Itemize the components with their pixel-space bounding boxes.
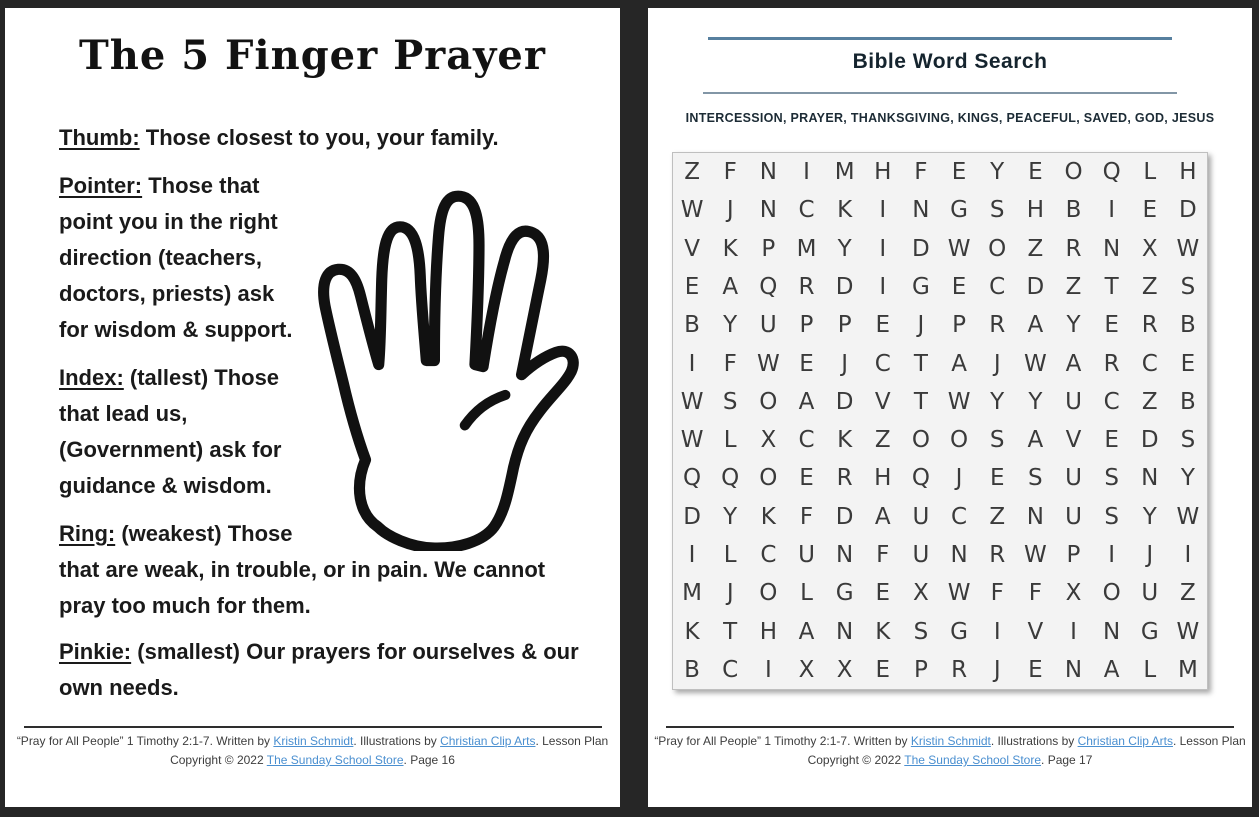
grid-cell-r4c10: D xyxy=(1026,273,1045,300)
finger-text-line: pray too much for them. xyxy=(59,593,311,618)
grid-cell-r10c5: D xyxy=(835,503,854,530)
grid-cell-r8c10: A xyxy=(1027,427,1044,454)
grid-cell-r10c13: Y xyxy=(1142,503,1157,530)
grid-cell-r12c1: M xyxy=(682,580,702,607)
grid-cell-r10c1: D xyxy=(683,503,701,530)
grid-cell-r6c11: A xyxy=(1065,350,1082,377)
grid-cell-r13c2: T xyxy=(723,618,738,645)
grid-cell-r3c4: M xyxy=(796,235,817,262)
grid-cell-r10c7: U xyxy=(912,503,930,530)
grid-cell-r7c12: C xyxy=(1103,388,1120,415)
grid-cell-r14c10: E xyxy=(1028,656,1043,683)
grid-cell-r8c2: L xyxy=(723,427,737,454)
grid-cell-r4c3: Q xyxy=(759,273,778,300)
grid-cell-r11c4: U xyxy=(798,541,815,568)
grid-cell-r13c4: A xyxy=(798,618,815,645)
grid-cell-r14c12: A xyxy=(1103,656,1120,683)
grid-cell-r5c5: P xyxy=(837,312,852,339)
illustrations-link[interactable]: Christian Clip Arts xyxy=(1077,734,1173,748)
illustrations-link[interactable]: Christian Clip Arts xyxy=(440,734,536,748)
grid-cell-r2c5: K xyxy=(837,197,853,224)
grid-cell-r13c1: K xyxy=(684,618,700,645)
grid-cell-r10c2: Y xyxy=(723,503,738,530)
grid-cell-r5c7: J xyxy=(917,312,925,339)
grid-cell-r14c2: C xyxy=(722,656,739,683)
grid-cell-r8c6: Z xyxy=(874,427,891,454)
grid-cell-r11c7: U xyxy=(912,541,930,568)
finger-section-index xyxy=(59,360,282,504)
finger-text-line: Pointer: Those that xyxy=(59,173,260,198)
grid-cell-r13c5: N xyxy=(836,618,854,645)
page-title: The 5 Finger Prayer xyxy=(79,32,546,79)
finger-label-ring: Ring: xyxy=(59,521,116,546)
grid-cell-r2c13: E xyxy=(1142,197,1158,224)
grid-cell-r12c7: X xyxy=(913,580,929,607)
footer-line-2 xyxy=(5,751,620,770)
grid-cell-r11c14: I xyxy=(1184,541,1192,568)
grid-cell-r14c11: N xyxy=(1064,656,1083,683)
grid-cell-r6c3: W xyxy=(756,350,780,377)
grid-cell-r12c13: U xyxy=(1141,580,1159,607)
grid-cell-r14c14: M xyxy=(1177,656,1198,683)
grid-cell-r6c7: T xyxy=(913,350,928,377)
grid-cell-r2c14: D xyxy=(1179,197,1197,224)
author-link[interactable]: Kristin Schmidt xyxy=(910,734,991,748)
grid-cell-r6c14: E xyxy=(1180,350,1196,377)
grid-cell-r4c14: S xyxy=(1180,273,1196,300)
grid-cell-r10c11: U xyxy=(1065,503,1082,530)
grid-cell-r3c8: W xyxy=(947,235,971,262)
grid-cell-r12c8: W xyxy=(947,580,971,607)
page-number: . Page 17 xyxy=(1041,753,1093,767)
grid-cell-r12c4: L xyxy=(800,580,813,607)
footer-text: . Lesson Plan xyxy=(535,734,609,748)
grid-cell-r3c7: D xyxy=(912,235,930,262)
footer-line-2 xyxy=(648,751,1252,770)
page-left-five-finger-prayer xyxy=(5,8,620,807)
grid-cell-r6c10: W xyxy=(1023,350,1047,377)
grid-cell-r13c7: S xyxy=(913,618,929,645)
grid-cell-r6c1: I xyxy=(688,350,696,377)
grid-cell-r1c13: L xyxy=(1143,159,1157,186)
grid-cell-r9c5: R xyxy=(836,465,853,492)
grid-cell-r12c11: X xyxy=(1065,580,1082,607)
grid-cell-r7c8: W xyxy=(947,388,971,415)
finger-text-line: own needs. xyxy=(59,675,179,700)
grid-cell-r3c5: Y xyxy=(837,235,852,262)
grid-cell-r9c14: Y xyxy=(1180,465,1195,492)
finger-text-line: doctors, priests) ask xyxy=(59,281,275,306)
grid-cell-r9c9: E xyxy=(989,465,1005,492)
grid-cell-r13c6: K xyxy=(875,618,891,645)
grid-cell-r7c6: V xyxy=(874,388,891,415)
grid-cell-r11c12: I xyxy=(1108,541,1116,568)
grid-cell-r9c2: Q xyxy=(721,465,740,492)
grid-cell-r7c5: D xyxy=(835,388,854,415)
grid-cell-r14c5: X xyxy=(836,656,853,683)
header-rule-top xyxy=(708,37,1172,40)
grid-cell-r10c4: F xyxy=(799,503,814,530)
grid-cell-r14c3: I xyxy=(764,656,772,683)
grid-cell-r6c4: E xyxy=(799,350,814,377)
grid-cell-r1c2: F xyxy=(723,159,737,186)
footer-text: . Illustrations by xyxy=(353,734,441,748)
grid-cell-r8c5: K xyxy=(837,427,853,454)
grid-cell-r4c4: R xyxy=(798,273,815,300)
grid-cell-r10c14: W xyxy=(1176,503,1200,530)
grid-cell-r4c5: D xyxy=(835,273,854,300)
grid-cell-r7c3: O xyxy=(759,388,778,415)
grid-cell-r2c1: W xyxy=(680,197,704,224)
page-number: . Page 16 xyxy=(403,753,455,767)
grid-cell-r10c3: K xyxy=(760,503,776,530)
finger-text-line: guidance & wisdom. xyxy=(59,473,272,498)
grid-cell-r13c3: H xyxy=(759,618,777,645)
finger-text-line: Thumb: Those closest to you, your family. xyxy=(59,125,499,150)
grid-cell-r13c12: N xyxy=(1103,618,1121,645)
grid-cell-r3c10: Z xyxy=(1027,235,1044,262)
grid-cell-r2c6: I xyxy=(879,197,887,224)
grid-cell-r2c4: C xyxy=(798,197,815,224)
grid-cell-r14c7: P xyxy=(913,656,928,683)
grid-cell-r7c9: Y xyxy=(990,388,1005,415)
grid-cell-r9c4: E xyxy=(799,465,814,492)
grid-cell-r4c6: I xyxy=(879,273,887,300)
grid-cell-r6c6: C xyxy=(874,350,891,377)
grid-cell-r2c2: J xyxy=(726,197,734,224)
grid-cell-r13c14: W xyxy=(1176,618,1200,645)
grid-cell-r7c10: Y xyxy=(1028,388,1043,415)
grid-cell-r13c10: V xyxy=(1027,618,1044,645)
grid-cell-r8c13: D xyxy=(1140,427,1159,454)
grid-cell-r1c6: H xyxy=(874,159,892,186)
footer-divider xyxy=(24,726,602,728)
grid-cell-r10c12: S xyxy=(1104,503,1119,530)
grid-cell-r3c12: N xyxy=(1103,235,1121,262)
grid-cell-r4c8: E xyxy=(951,273,967,300)
footer-text: Copyright © 2022 xyxy=(170,753,267,767)
grid-cell-r12c3: O xyxy=(759,580,778,607)
grid-cell-r6c5: J xyxy=(841,350,849,377)
grid-cell-r9c13: N xyxy=(1141,465,1159,492)
grid-cell-r13c8: G xyxy=(950,618,968,645)
footer-text: . Illustrations by xyxy=(990,734,1078,748)
grid-cell-r5c14: B xyxy=(1180,312,1196,339)
footer-text: “Pray for All People” 1 Timothy 2:1-7. Written by xyxy=(16,734,274,748)
grid-cell-r9c3: O xyxy=(759,465,778,492)
grid-cell-r2c8: G xyxy=(950,197,968,224)
grid-cell-r1c9: Y xyxy=(990,159,1005,186)
grid-cell-r4c12: T xyxy=(1104,273,1119,300)
grid-cell-r12c9: F xyxy=(990,580,1004,607)
grid-cell-r1c14: H xyxy=(1179,159,1197,186)
grid-cell-r14c13: L xyxy=(1143,656,1157,683)
grid-cell-r9c10: S xyxy=(1028,465,1043,492)
finger-text-line: (Government) ask for xyxy=(59,437,282,462)
grid-cell-r10c6: A xyxy=(874,503,891,530)
finger-section-thumb xyxy=(59,120,499,156)
grid-cell-r13c11: I xyxy=(1070,618,1077,645)
grid-cell-r10c9: Z xyxy=(989,503,1006,530)
finger-text-line: for wisdom & support. xyxy=(59,317,293,342)
grid-cell-r3c9: O xyxy=(988,235,1007,262)
grid-cell-r12c5: G xyxy=(835,580,854,607)
grid-cell-r14c4: X xyxy=(798,656,815,683)
word-search-grid xyxy=(672,152,1208,690)
hand-illustration xyxy=(298,166,583,551)
grid-cell-r5c13: R xyxy=(1141,312,1158,339)
grid-cell-r3c1: V xyxy=(684,235,700,262)
grid-cell-r5c9: R xyxy=(989,312,1006,339)
grid-cell-r8c12: E xyxy=(1104,427,1119,454)
grid-cell-r1c1: Z xyxy=(684,159,700,186)
grid-cell-r5c10: A xyxy=(1027,312,1044,339)
grid-cell-r7c14: B xyxy=(1180,388,1196,415)
grid-cell-r1c5: M xyxy=(834,159,855,186)
grid-cell-r7c13: Z xyxy=(1141,388,1158,415)
grid-cell-r12c6: E xyxy=(875,580,891,607)
grid-cell-r9c6: H xyxy=(874,465,892,492)
finger-label-index: Index: xyxy=(59,365,124,390)
grid-cell-r12c14: Z xyxy=(1180,580,1196,607)
store-link[interactable]: The Sunday School Store xyxy=(904,753,1042,767)
grid-cell-r11c5: N xyxy=(836,541,854,568)
grid-cell-r6c12: R xyxy=(1103,350,1120,377)
finger-text-line: Index: (tallest) Those xyxy=(59,365,280,390)
grid-cell-r3c14: W xyxy=(1176,235,1200,262)
grid-cell-r11c6: F xyxy=(876,541,890,568)
grid-cell-r13c9: I xyxy=(993,618,1001,645)
finger-text-line: that are weak, in trouble, or in pain. We cannot xyxy=(59,557,546,582)
grid-cell-r3c2: K xyxy=(722,235,738,262)
grid-cell-r5c3: U xyxy=(759,312,777,339)
finger-text-line: Ring: (weakest) Those xyxy=(59,521,293,546)
finger-text-line: point you in the right xyxy=(59,209,278,234)
grid-cell-r8c3: X xyxy=(760,427,777,454)
grid-cell-r2c12: I xyxy=(1108,197,1116,224)
open-hand-icon xyxy=(298,166,583,551)
page-right-word-search xyxy=(648,8,1252,807)
finger-text-line: Pinkie: (smallest) Our prayers for ourselves & our xyxy=(59,639,579,664)
grid-cell-r4c9: C xyxy=(989,273,1006,300)
grid-cell-r1c12: Q xyxy=(1102,159,1121,186)
grid-cell-r3c3: P xyxy=(761,235,776,262)
grid-cell-r9c12: S xyxy=(1104,465,1119,492)
footer-text: “Pray for All People” 1 Timothy 2:1-7. Written by xyxy=(654,734,911,748)
finger-label-thumb: Thumb: xyxy=(59,125,140,150)
word-list: INTERCESSION, PRAYER, THANKSGIVING, KINGS, PEACEFUL, SAVED, GOD, JESUS xyxy=(685,111,1215,125)
footer-text: Copyright © 2022 xyxy=(807,753,905,767)
grid-cell-r8c7: O xyxy=(911,427,930,454)
grid-cell-r11c9: R xyxy=(989,541,1006,568)
grid-cell-r2c3: N xyxy=(759,197,777,224)
grid-cell-r1c10: E xyxy=(1028,159,1043,186)
grid-cell-r3c6: I xyxy=(879,235,887,262)
grid-cell-r8c8: O xyxy=(950,427,969,454)
grid-cell-r5c1: B xyxy=(684,312,700,339)
grid-cell-r5c11: Y xyxy=(1066,312,1081,339)
grid-cell-r9c11: U xyxy=(1065,465,1082,492)
finger-text-line: direction (teachers, xyxy=(59,245,262,270)
grid-cell-r7c1: W xyxy=(680,388,704,415)
grid-cell-r3c11: R xyxy=(1065,235,1082,262)
grid-cell-r6c9: J xyxy=(993,350,1001,377)
footer-left-page xyxy=(5,726,620,770)
grid-cell-r4c11: Z xyxy=(1065,273,1082,300)
grid-cell-r8c11: V xyxy=(1065,427,1082,454)
grid-cell-r12c12: O xyxy=(1102,580,1121,607)
footer-text: . Lesson Plan xyxy=(1172,734,1246,748)
grid-cell-r5c8: P xyxy=(952,312,966,339)
grid-cell-r5c2: Y xyxy=(723,312,738,339)
grid-cell-r1c3: N xyxy=(759,159,777,186)
grid-cell-r5c6: E xyxy=(875,312,891,339)
grid-cell-r11c3: C xyxy=(760,541,777,568)
grid-cell-r5c4: P xyxy=(799,312,814,339)
grid-cell-r12c10: F xyxy=(1028,580,1042,607)
grid-cell-r9c1: Q xyxy=(683,465,702,492)
grid-cell-r4c2: A xyxy=(722,273,739,300)
grid-cell-r13c13: G xyxy=(1140,618,1159,645)
grid-cell-r1c7: F xyxy=(914,159,928,186)
grid-cell-r2c9: S xyxy=(989,197,1005,224)
grid-cell-r1c4: I xyxy=(803,159,810,186)
grid-cell-r8c4: C xyxy=(798,427,815,454)
grid-cell-r6c8: A xyxy=(951,350,967,377)
grid-cell-r5c12: E xyxy=(1104,312,1119,339)
finger-label-pinkie: Pinkie: xyxy=(59,639,132,664)
finger-section-pointer xyxy=(59,168,292,348)
grid-cell-r2c10: H xyxy=(1026,197,1044,224)
grid-cell-r14c1: B xyxy=(684,656,700,683)
footer-divider xyxy=(666,726,1234,728)
grid-cell-r7c7: T xyxy=(913,388,928,415)
grid-cell-r8c14: S xyxy=(1180,427,1196,454)
footer-line-1 xyxy=(5,732,620,751)
grid-cell-r4c7: G xyxy=(912,273,930,300)
grid-cell-r8c1: W xyxy=(680,427,704,454)
grid-cell-r14c9: J xyxy=(993,656,1001,683)
grid-cell-r9c8: J xyxy=(955,465,963,492)
header-rule-bottom xyxy=(703,92,1177,94)
grid-cell-r7c2: S xyxy=(722,388,738,415)
grid-cell-r10c8: C xyxy=(951,503,968,530)
grid-cell-r7c4: A xyxy=(798,388,815,415)
grid-cell-r2c7: N xyxy=(912,197,930,224)
grid-cell-r7c11: U xyxy=(1065,388,1082,415)
grid-cell-r10c10: N xyxy=(1026,503,1044,530)
grid-cell-r11c11: P xyxy=(1066,541,1081,568)
finger-section-pinkie xyxy=(59,634,579,706)
footer-right-page xyxy=(648,726,1252,770)
grid-cell-r9c7: Q xyxy=(911,465,930,492)
grid-cell-r12c2: J xyxy=(726,580,734,607)
grid-cell-r2c11: B xyxy=(1065,197,1082,224)
grid-cell-r11c2: L xyxy=(723,541,737,568)
grid-cell-r11c13: J xyxy=(1146,541,1154,568)
grid-cell-r6c13: C xyxy=(1141,350,1158,377)
grid-cell-r8c9: S xyxy=(989,427,1005,454)
word-search-title: Bible Word Search xyxy=(852,50,1048,73)
grid-cell-r14c8: R xyxy=(951,656,968,683)
grid-cell-r6c2: F xyxy=(723,350,737,377)
grid-cell-r1c8: E xyxy=(951,159,967,186)
author-link[interactable]: Kristin Schmidt xyxy=(273,734,354,748)
finger-text-line: that lead us, xyxy=(59,401,188,426)
grid-cell-r11c1: I xyxy=(688,541,696,568)
finger-label-pointer: Pointer: xyxy=(59,173,143,198)
store-link[interactable]: The Sunday School Store xyxy=(266,753,404,767)
grid-cell-r11c8: N xyxy=(950,541,968,568)
grid-cell-r14c6: E xyxy=(875,656,891,683)
grid-cell-r4c1: E xyxy=(684,273,700,300)
grid-cell-r3c13: X xyxy=(1141,235,1158,262)
footer-line-1 xyxy=(648,732,1252,751)
grid-cell-r1c11: O xyxy=(1064,159,1083,186)
grid-cell-r4c13: Z xyxy=(1141,273,1158,300)
grid-cell-r11c10: W xyxy=(1023,541,1047,568)
